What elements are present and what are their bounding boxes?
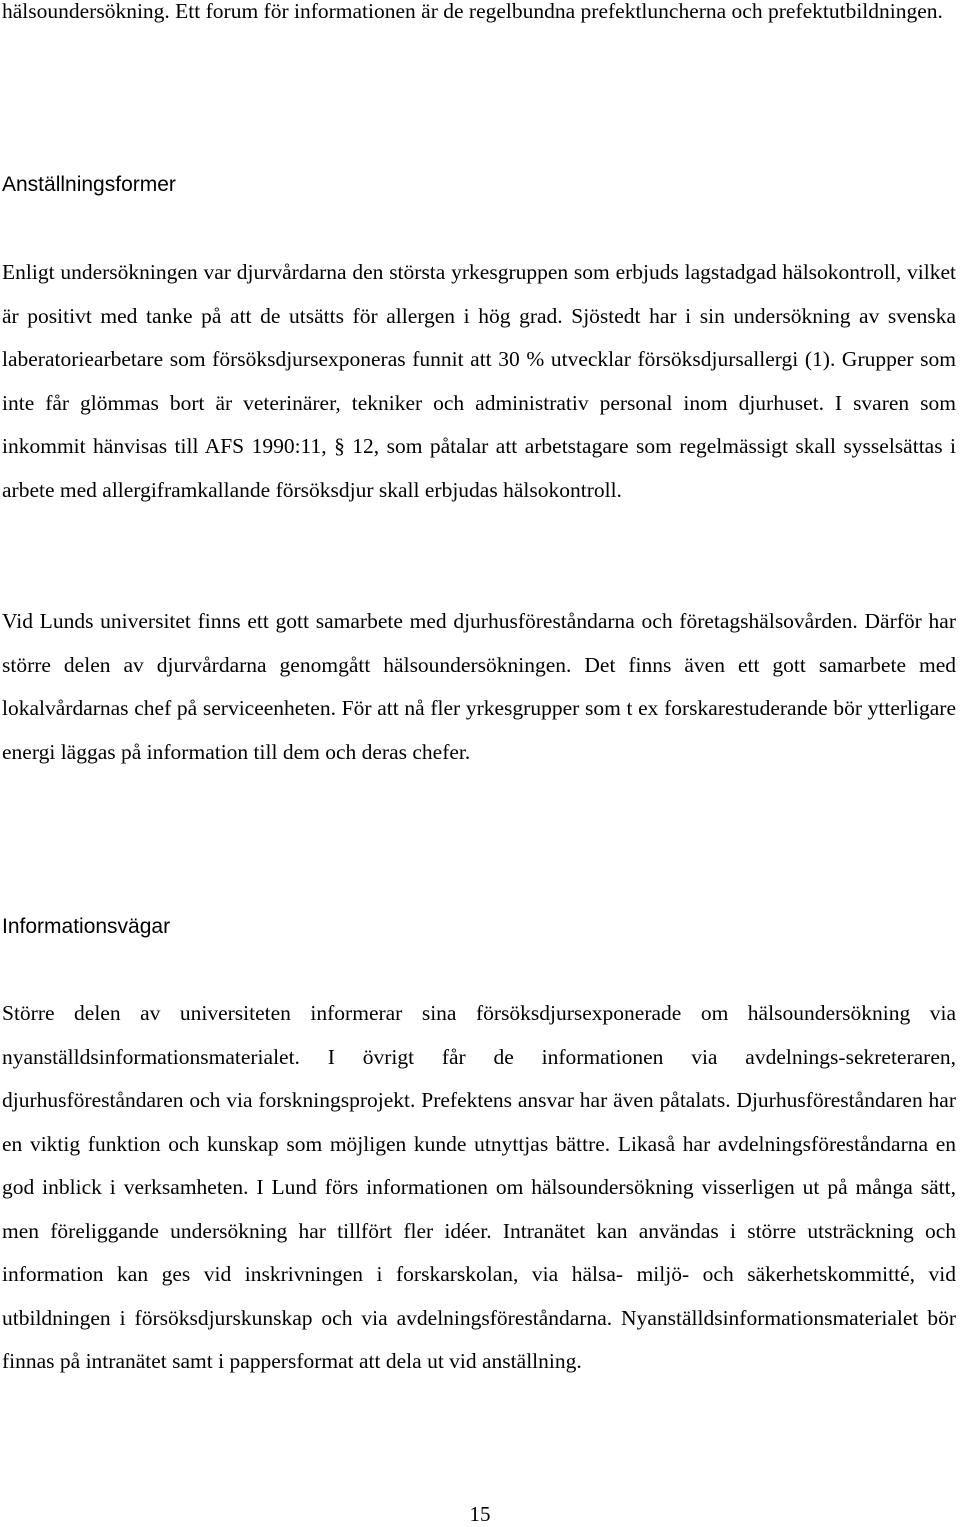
- page-number: 15: [469, 1502, 491, 1526]
- paragraph-anstallningsformer-1: Enligt undersökningen var djurvårdarna den största yrkesgruppen som erbjuds lagstadgad hälsokontroll, vilket är positivt med tanke på att de utsätts för allergen i hög grad. Sjöstedt har i sin undersökning av svenska laberatoriearbetare som försöksdjursexponeras funnit att 30 % utvecklar försöksdjursallergi (1). Grupper som inte får glömmas bort är veterinärer, tekniker och administrativ personal inom djurhuset. I svaren som inkommit hänvisas till AFS 1990:11, § 12, som påtalar att arbetstagare som regelmässigt skall sysselsättas i arbete med allergiframkallande försöksdjur skall erbjudas hälsokontroll.: [2, 260, 956, 502]
- heading-anstallningsformer: Anställningsformer: [2, 173, 176, 196]
- paragraph-informationsvagar-1: Större delen av universiteten informerar sina försöksdjursexponerade om hälsoundersökning via nyanställdsinformationsmaterialet. I övrigt får de informationen via avdelnings-sekreteraren, djurhusföreståndaren och via forskningsprojekt. Prefektens ansvar har även påtalats. Djurhusföreståndaren har en viktig funktion och kunskap som möjligen kunde utnyttjas bättre. Likaså har avdelningsföreståndarna en god inblick i verksamheten. I Lund förs informationen om hälsoundersökning visserligen ut på många sätt, men föreliggande undersökning har tillfört fler idéer. Intranätet kan användas i större utsträckning och information kan ges vid inskrivningen i forskarskolan, via hälsa- miljö- och säkerhetskommitté, vid utbildningen i försöksdjurskunskap och via avdelningsföreståndarna. Nyanställdsinformationsmaterialet bör finnas på intranätet samt i pappersformat att dela ut vid anställning.: [2, 1001, 956, 1373]
- heading-informationsvagar: Informationsvägar: [2, 915, 171, 938]
- paragraph-continued: hälsoundersökning. Ett forum för informationen är de regelbundna prefektluncherna och prefektutbildningen.: [2, 0, 943, 23]
- paragraph-anstallningsformer-2: Vid Lunds universitet finns ett gott samarbete med djurhusföreståndarna och företagshälsovården. Därför har större delen av djurvårdarna genomgått hälsoundersökningen. Det finns även ett gott samarbete med lokalvårdarnas chef på serviceenheten. För att nå fler yrkesgrupper som t ex forskarestuderande bör ytterligare energi läggas på information till dem och deras chefer.: [2, 609, 956, 764]
